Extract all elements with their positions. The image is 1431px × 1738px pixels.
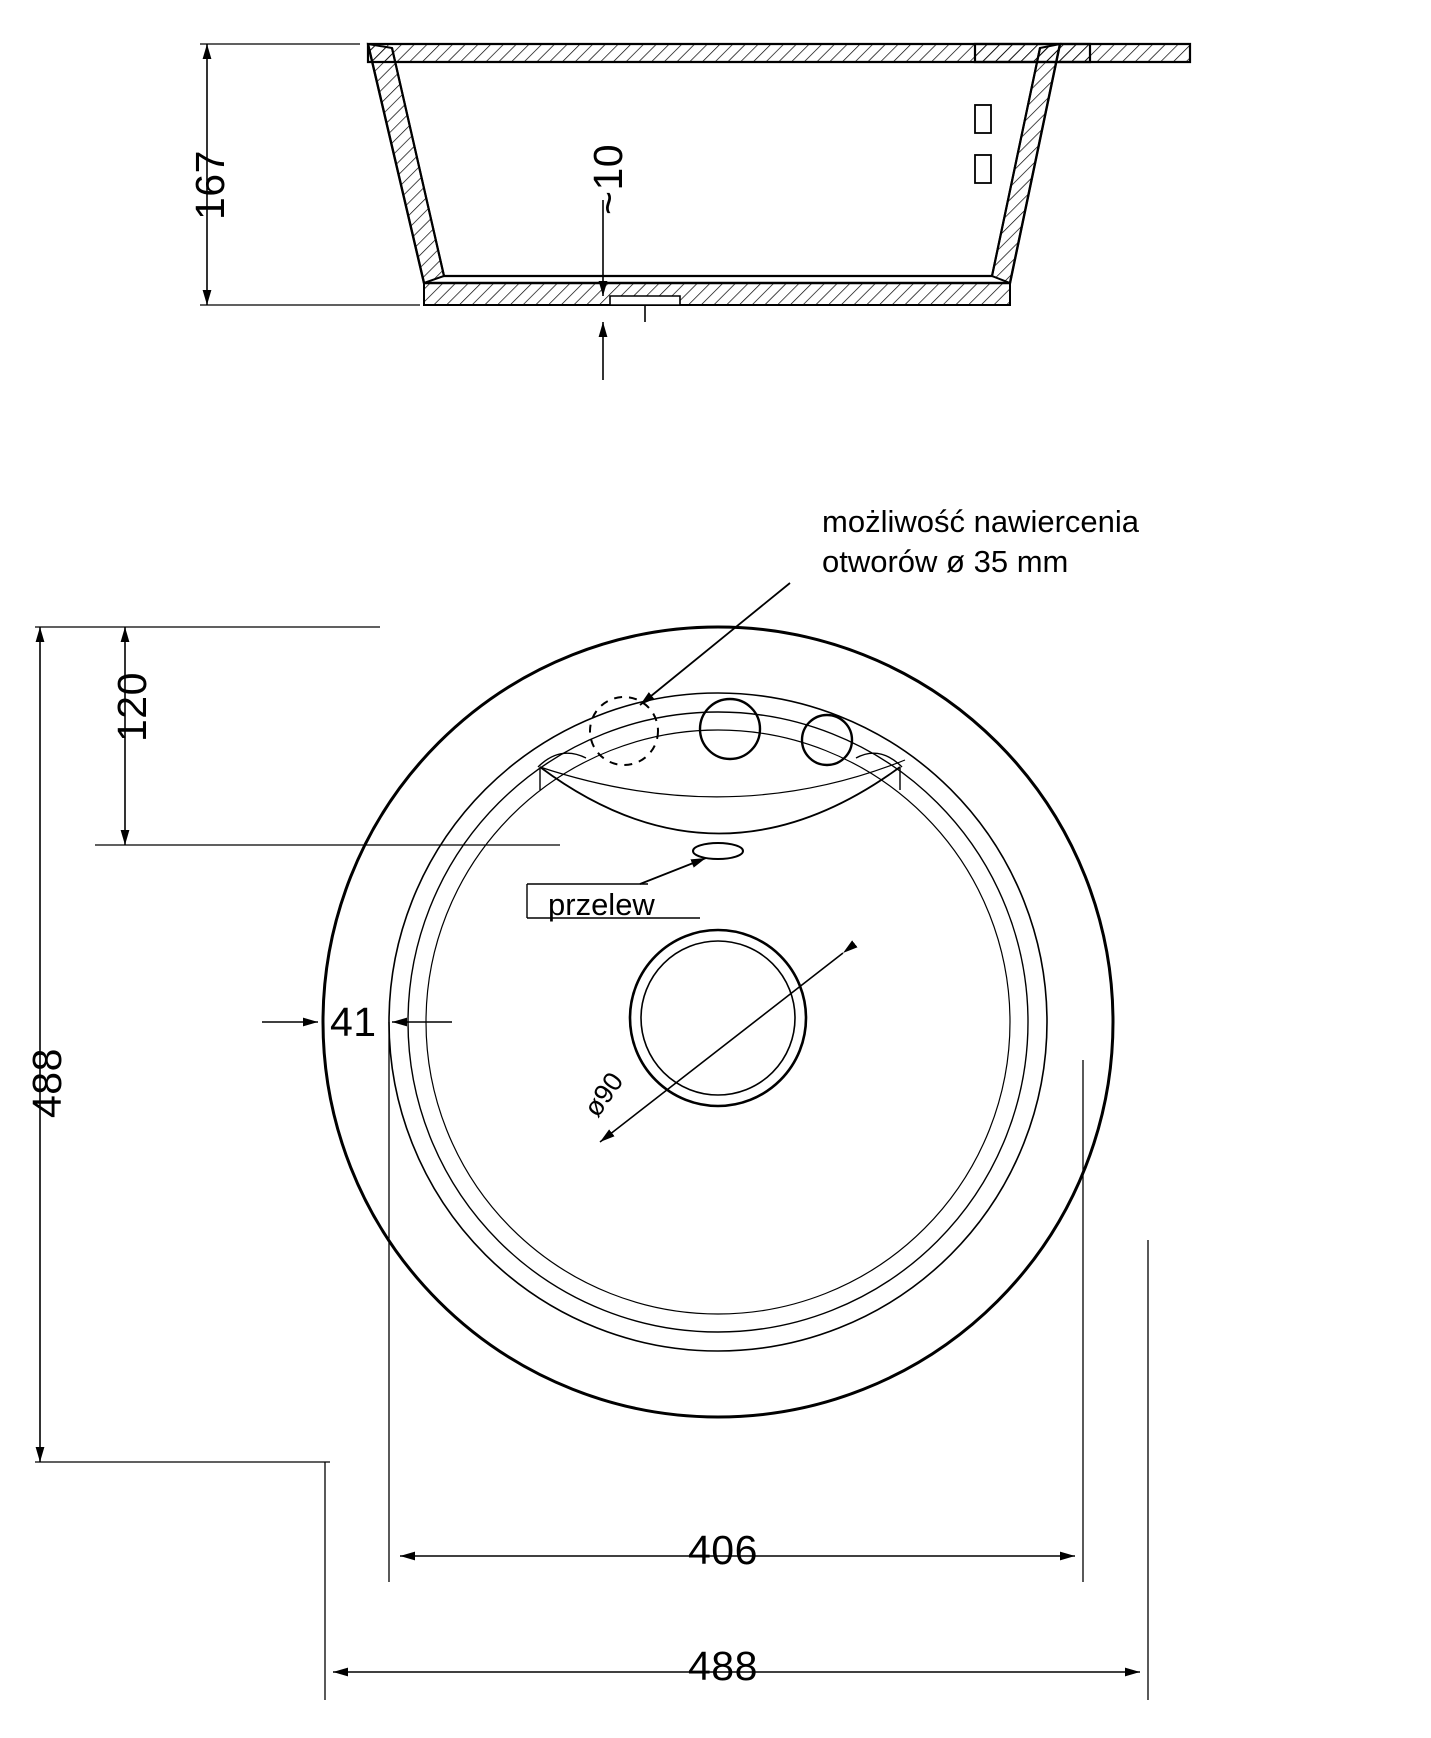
annotation-tap-holes-line2: otworów ø 35 mm xyxy=(822,544,1069,579)
dimension-label-cut-out-diameter: 406 xyxy=(688,1527,758,1573)
dimension-label-outer-width: 488 xyxy=(688,1643,758,1689)
top-view-dimensions xyxy=(35,627,1148,1700)
dimension-label-rim-width: 41 xyxy=(330,999,377,1045)
dimension-label-drain-depth: ~10 xyxy=(585,143,631,215)
dimension-label-height-total: 167 xyxy=(187,150,233,220)
annotation-overflow: przelew xyxy=(548,887,655,922)
dimension-label-top-edge-to-bowl: 120 xyxy=(109,672,155,742)
annotation-tap-holes-line1: możliwość nawiercenia xyxy=(822,504,1140,539)
dimension-label-overall-diameter: 488 xyxy=(24,1048,70,1118)
section-view-geometry xyxy=(368,44,1190,322)
dimension-label-waste-hole: ø90 xyxy=(578,1066,630,1123)
